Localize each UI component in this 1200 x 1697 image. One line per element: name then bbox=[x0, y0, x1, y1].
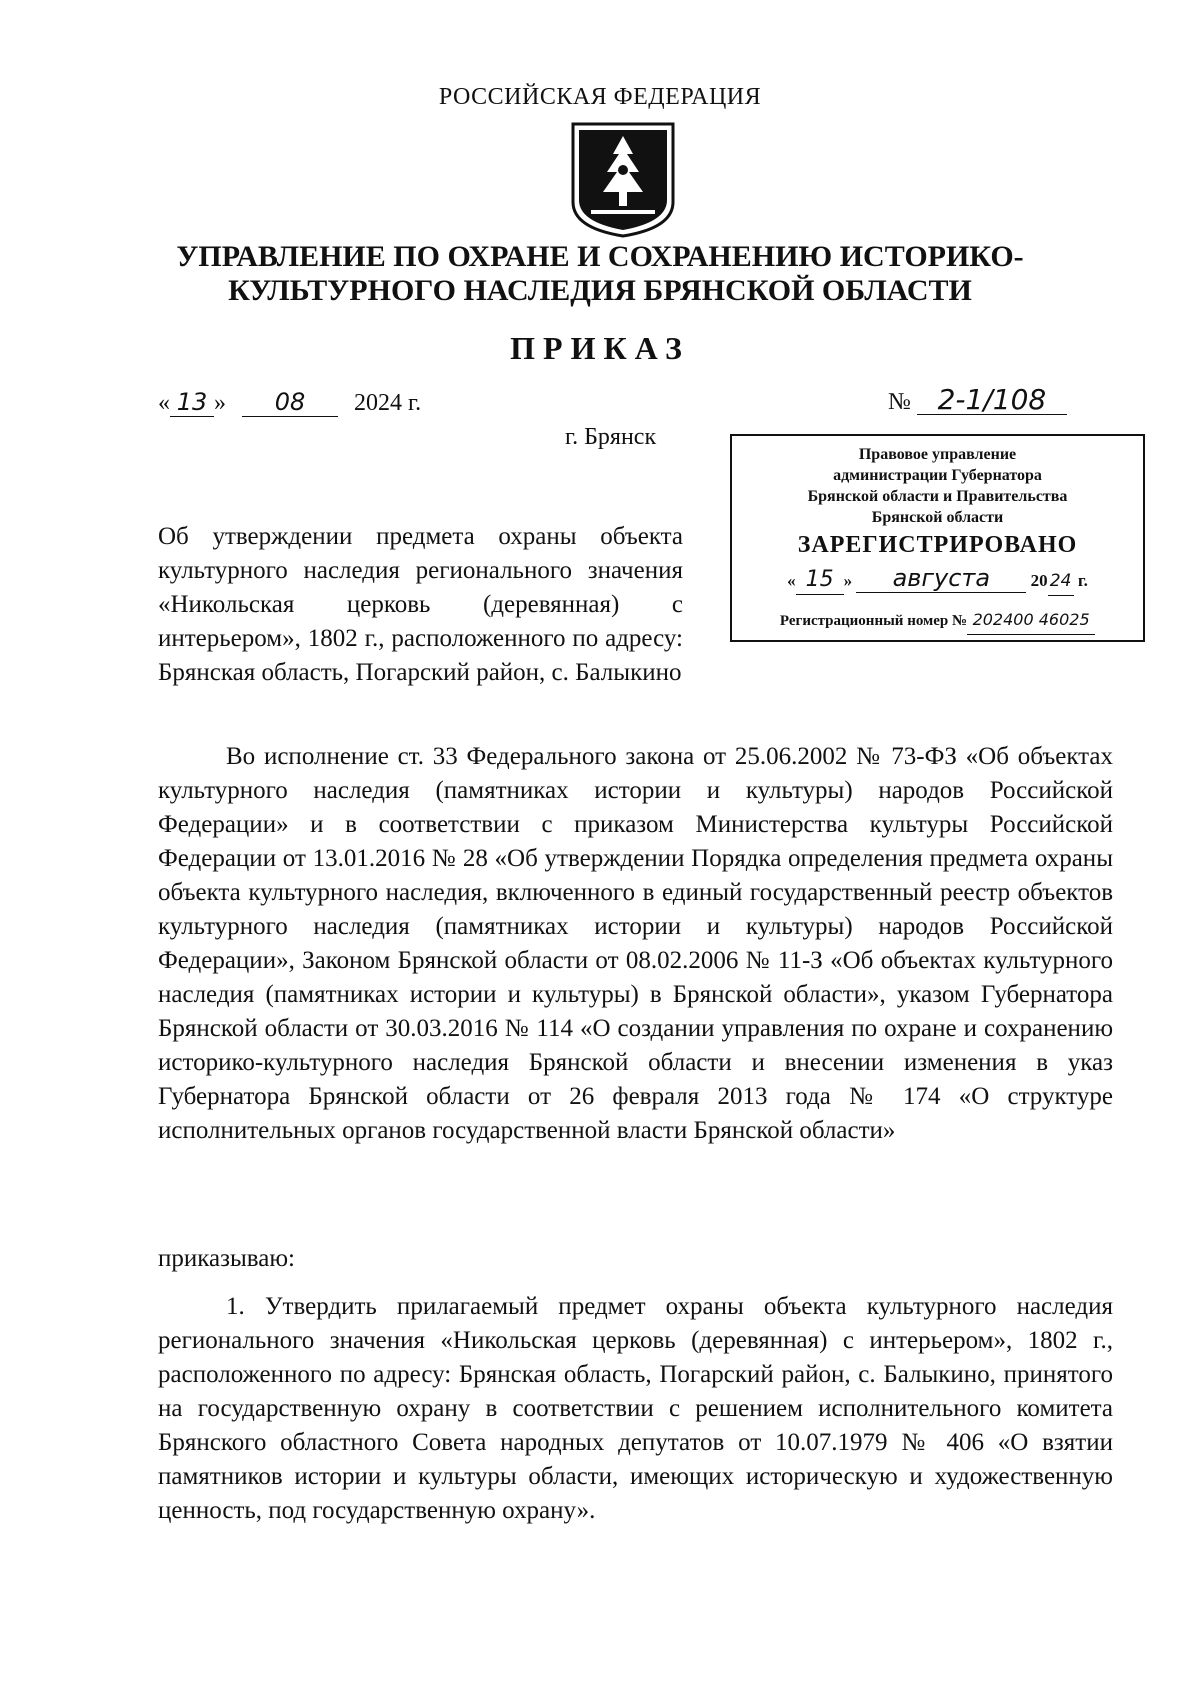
bryansk-region-coat-of-arms-icon bbox=[571, 122, 675, 238]
stamp-reg-label: Регистрационный номер № bbox=[779, 613, 968, 629]
agency-title-line2: КУЛЬТУРНОГО НАСЛЕДИЯ БРЯНСКОЙ ОБЛАСТИ bbox=[228, 274, 972, 307]
stamp-month: августа bbox=[856, 564, 1026, 593]
order-year: 2024 г. bbox=[354, 390, 422, 416]
document-type: ПРИКАЗ bbox=[510, 330, 690, 366]
stamp-year-prefix: 20 bbox=[1030, 571, 1048, 590]
stamp-year-unit: г. bbox=[1077, 571, 1088, 590]
registration-stamp bbox=[730, 434, 1145, 642]
order-day: 13 bbox=[170, 388, 214, 417]
country-name: РОССИЙСКАЯ ФЕДЕРАЦИЯ bbox=[438, 84, 762, 110]
stamp-organization bbox=[732, 444, 1143, 528]
date-quote-close: » bbox=[214, 390, 226, 416]
order-number bbox=[888, 383, 1067, 416]
order-month: 08 bbox=[242, 388, 338, 417]
order-item-1: 1. Утвердить прилагаемый предмет охраны объекта культурного наследия регионального значения «Никольская церковь (деревянная) с интерьером», 1802 г., расположенного по адресу: Брянская область, Погарский район, с. Балыкино, принятого на государственную охрану в соответствии с решением исполнительного комитета Брянского областного Совета народных депутатов от 10.07.1979 № 406 «О взятии памятников истории и культуры области, имеющих историческую и художественную ценность, под государственную охрану». bbox=[158, 1293, 1113, 1524]
preamble-paragraph: Во исполнение ст. 33 Федерального закона от 25.06.2002 № 73-ФЗ «Об объектах культурного наследия (памятниках истории и культуры) народов Российской Федерации» и в соответствии с приказом Министерства культуры Российской Федерации от 13.01.2016 № 28 «Об утверждении Порядка определения предмета охраны объекта культурного наследия, включенного в единый государственный реестр объектов культурного наследия (памятниках истории и культуры) народов Российской Федерации», Законом Брянской области от 08.02.2006 № 11-З «Об объектах культурного наследия (памятниках истории и культуры) в Брянской области», указом Губернатора Брянской области от 30.03.2016 № 114 «О создании управления по охране и сохранению историко-культурного наследия Брянской области и внесении изменения в указ Губернатора Брянской области от 26 февраля 2013 года № 174 «О структуре исполнительных органов государственной власти Брянской области» bbox=[158, 743, 1113, 1144]
stamp-org-line2: администрации Губернатора bbox=[833, 467, 1042, 484]
stamp-quote-close: » bbox=[843, 571, 853, 590]
stamp-org-line1: Правовое управление bbox=[858, 446, 1017, 463]
order-date bbox=[158, 388, 421, 417]
document-subject: Об утверждении предмета охраны объекта культурного наследия регионального значения «Никольская церковь (деревянная) с интерьером», 1802 г., расположенного по адресу: Брянская область, Погарский район, с. Балыкино bbox=[158, 523, 683, 686]
agency-title bbox=[100, 240, 1100, 308]
stamp-date bbox=[732, 564, 1143, 596]
stamp-year-suffix: 24 bbox=[1048, 567, 1074, 596]
date-quote-open: « bbox=[158, 390, 170, 416]
stamp-status: ЗАРЕГИСТРИРОВАНО bbox=[797, 532, 1078, 558]
stamp-reg-number: 202400 46025 bbox=[967, 606, 1095, 635]
agency-title-line1: УПРАВЛЕНИЕ ПО ОХРАНЕ И СОХРАНЕНИЮ ИСТОРИКО- bbox=[176, 240, 1024, 273]
stamp-day: 15 bbox=[796, 566, 844, 595]
city: г. Брянск bbox=[565, 424, 657, 450]
stamp-org-line4: Брянской области bbox=[871, 509, 1004, 526]
number-label: № bbox=[888, 389, 911, 415]
order-word: приказываю: bbox=[158, 1245, 295, 1272]
stamp-registration bbox=[732, 606, 1143, 635]
stamp-org-line3: Брянской области и Правительства bbox=[807, 488, 1068, 505]
number-value: 2-1/108 bbox=[917, 386, 1067, 415]
stamp-quote-open: « bbox=[787, 571, 796, 590]
